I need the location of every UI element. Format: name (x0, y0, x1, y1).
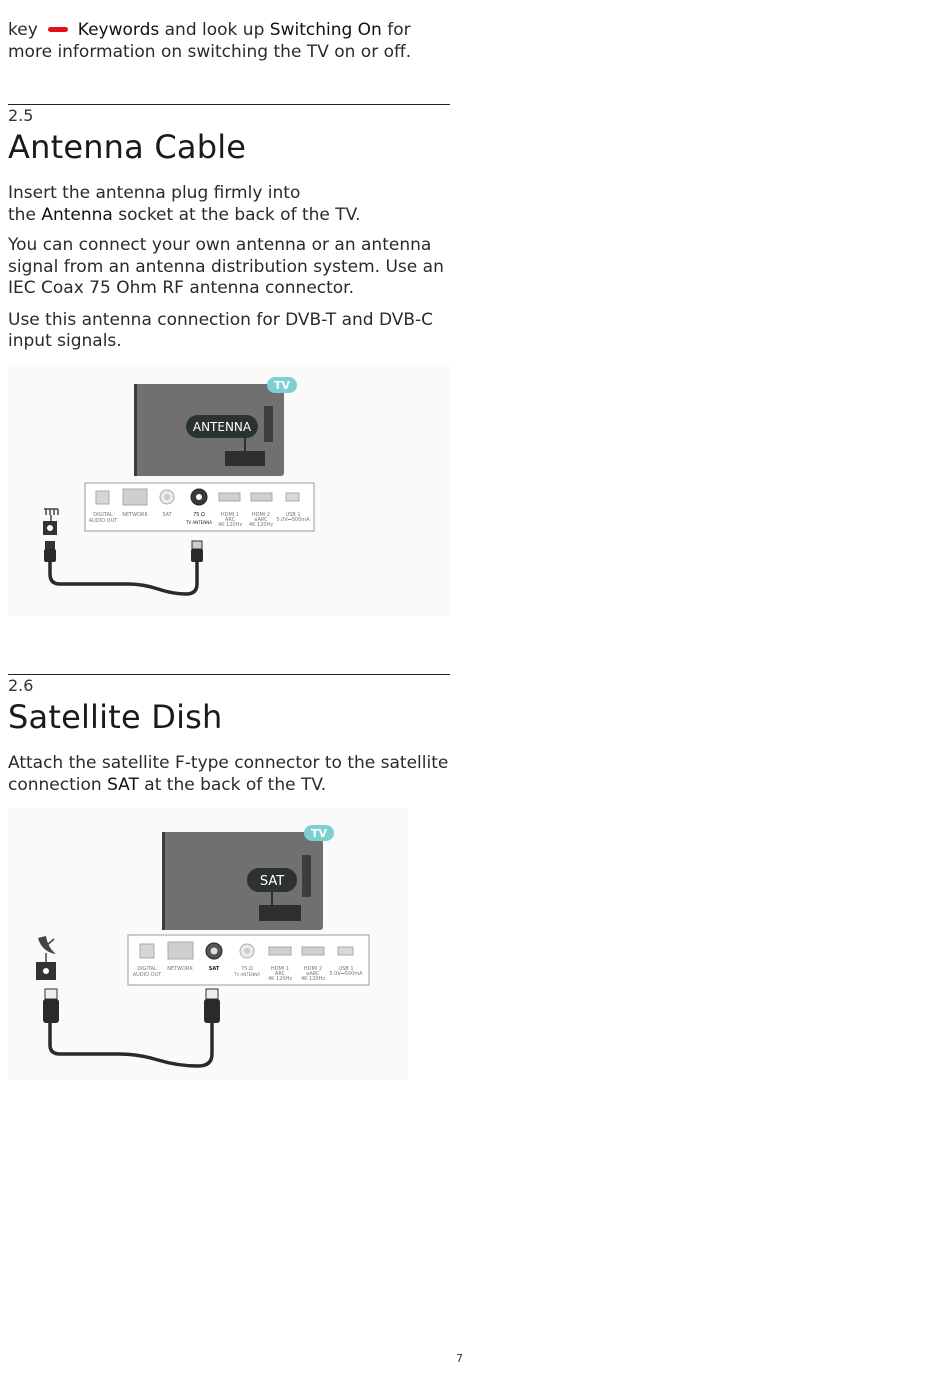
port-label: USB 1 (338, 966, 354, 972)
port-label: DIGITAL (93, 512, 113, 518)
port-label: AUDIO OUT (132, 972, 162, 978)
port-label: TV ANTENNA (186, 520, 212, 525)
intro-text-rest: for more information on switching the TV on or off. (8, 20, 412, 62)
sat-callout-label: SAT (259, 874, 285, 889)
port-label: 75 Ω (241, 966, 253, 972)
switching-on-link: Switching On (269, 20, 382, 40)
port-label: 5.0V⎓500mA (276, 517, 310, 523)
port-label: 4K 120Hz (249, 522, 273, 528)
antenna-term: Antenna (41, 204, 113, 225)
intro-text-lookup: and look up (159, 20, 270, 40)
port-label: HDMI 1 (220, 512, 240, 518)
page-number: 7 (456, 1352, 463, 1365)
antenna-connection-illustration (8, 364, 450, 616)
paragraph: Use this antenna connection for DVB-T and DVB-C input signals. (8, 309, 434, 351)
port-label: SAT (208, 966, 220, 972)
hdmi2-port (302, 947, 324, 955)
port-label: AUDIO OUT (88, 518, 118, 524)
port-label: NETWORK (167, 966, 193, 972)
sat-term: SAT (107, 774, 139, 795)
paragraph-text: Insert the antenna plug firmly into (8, 183, 301, 203)
tv-badge-label: TV (273, 379, 291, 392)
hdmi1-port (219, 493, 240, 501)
paragraph-text: Attach the satellite F-type connector to the satellite connection (8, 753, 449, 795)
port-label: ARC (274, 971, 286, 977)
red-key-icon (48, 27, 68, 32)
satellite-connection-illustration (8, 808, 408, 1080)
satellite-dish-icon (36, 936, 56, 980)
port-label: HDMI 2 (251, 512, 271, 518)
paragraph-text: the (8, 204, 42, 225)
satellite-cable (43, 989, 220, 1066)
paragraph: You can connect your own antenna or an antenna signal from an antenna distribution system. Use an IEC Coax 75 Ohm RF antenna connector. (8, 235, 444, 298)
section-divider (8, 674, 450, 675)
port-label: HDMI 1 (270, 966, 290, 972)
section-body (8, 183, 450, 353)
paragraph (8, 753, 450, 796)
port-label: USB 1 (285, 512, 301, 518)
port-label: NETWORK (122, 512, 148, 518)
port-label: 4K 120Hz (301, 976, 325, 982)
port-label: 4K 120Hz (218, 522, 242, 528)
network-port (123, 489, 147, 505)
port-label: TV ANTENNA (234, 972, 260, 977)
connector-panel (128, 935, 369, 985)
intro-text-key: key (8, 20, 38, 40)
port-label: DIGITAL (137, 966, 157, 972)
section-title: Antenna Cable (8, 128, 247, 166)
antenna-wall-socket-icon (43, 509, 58, 535)
usb-port (338, 947, 353, 955)
hdmi2-port (251, 493, 272, 501)
port-label: SAT (162, 512, 172, 518)
section-divider (8, 104, 450, 105)
paragraph (8, 183, 450, 226)
paragraph-text: socket at the back of the TV. (112, 204, 361, 225)
tv-badge-label: TV (310, 827, 328, 840)
port-label: HDMI 2 (303, 966, 323, 972)
paragraph-text: at the back of the TV. (138, 774, 327, 795)
network-port (168, 942, 193, 959)
port-label: 4K 120Hz (268, 976, 292, 982)
hdmi1-port (269, 947, 291, 955)
digital-audio-port (96, 491, 109, 504)
digital-audio-port (140, 944, 154, 958)
port-label: 5.0V⎓500mA (329, 971, 363, 977)
section-number: 2.5 (8, 106, 34, 125)
section-body (8, 753, 450, 796)
section-title: Satellite Dish (8, 698, 223, 736)
antenna-cable (44, 541, 203, 594)
port-label: eARC (306, 971, 320, 977)
intro-paragraph (8, 20, 450, 63)
port-label: eARC (254, 517, 268, 523)
antenna-callout-label: ANTENNA (192, 420, 252, 434)
keywords-link: Keywords (77, 20, 160, 40)
port-label: ARC (224, 517, 236, 523)
port-label: 75 Ω (193, 512, 205, 518)
usb-port (286, 493, 299, 501)
section-number: 2.6 (8, 676, 34, 695)
